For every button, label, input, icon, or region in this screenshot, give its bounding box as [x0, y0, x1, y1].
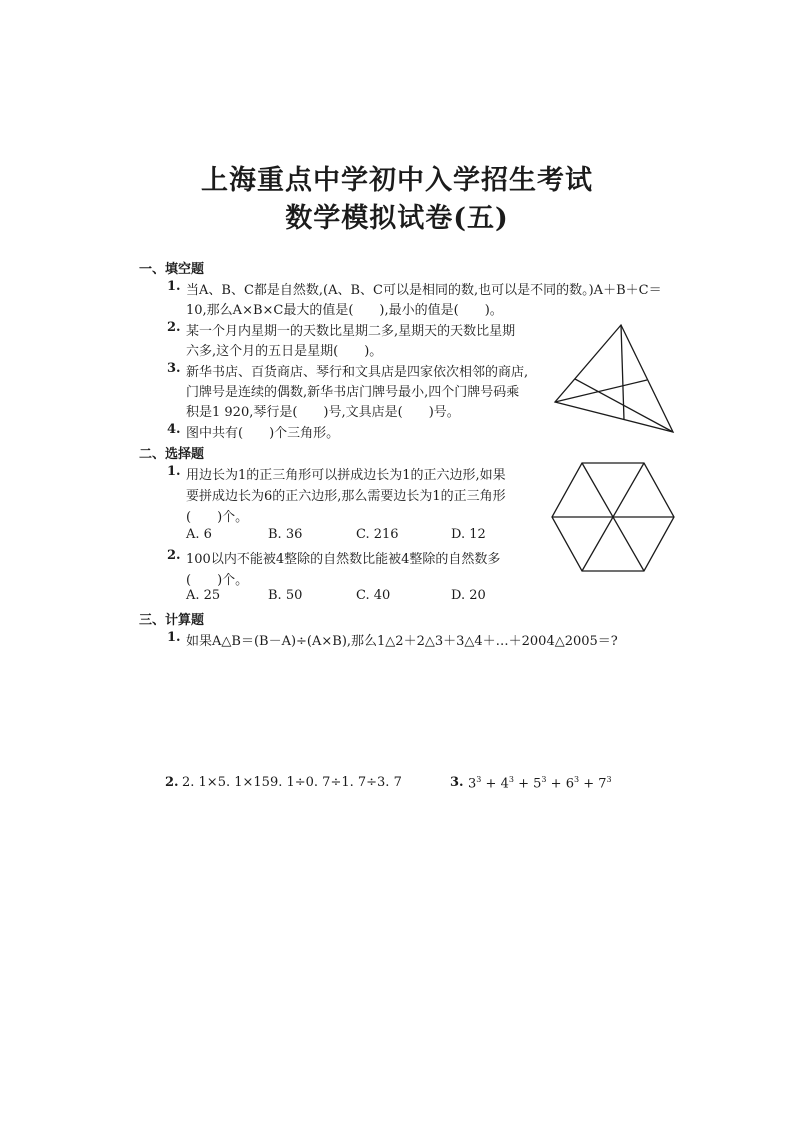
option-a: A. 6: [186, 527, 212, 542]
question-number: 1.: [167, 464, 181, 479]
question-text-line: 要拼成边长为6的正六边形,那么需要边长为1的正三角形: [186, 489, 506, 504]
power-base: 4: [500, 776, 509, 792]
cevian-line: [555, 380, 647, 402]
power-base: 7: [598, 776, 607, 792]
page-title: 上海重点中学初中入学招生考试: [201, 165, 593, 196]
triangle-figure: [553, 322, 675, 434]
section-heading-choice: 二、选择题: [139, 447, 205, 462]
question-number: 4.: [167, 422, 181, 437]
question-number: 1.: [167, 630, 181, 645]
power-exponent: 3: [573, 775, 580, 784]
option-b: B. 36: [268, 527, 303, 542]
power-exponent: 3: [508, 775, 514, 784]
plus-sign: +: [583, 776, 595, 792]
section-heading-fill: 一、填空题: [139, 262, 205, 277]
option-c: C. 40: [356, 588, 391, 603]
option-a: A. 25: [186, 588, 221, 603]
power-sum-expression: [468, 775, 612, 791]
question-text-line: 新华书店、百货商店、琴行和文具店是四家依次相邻的商店,: [186, 365, 529, 380]
question-text-line: ( )个。: [186, 573, 249, 588]
option-d: D. 12: [451, 527, 486, 542]
power-base: 5: [533, 776, 542, 792]
question-text-line: 当A、B、C都是自然数,(A、B、C可以是相同的数,也可以是不同的数。)A＋B＋C＝: [186, 283, 662, 298]
question-text-line: 图中共有( )个三角形。: [186, 426, 340, 441]
question-text-line: ( )个。: [186, 510, 249, 525]
question-number: 2.: [167, 320, 181, 335]
question-number: 2.: [165, 775, 179, 790]
power-base: 3: [468, 776, 477, 792]
question-text-line: 某一个月内星期一的天数比星期二多,星期天的天数比星期: [186, 324, 516, 339]
hexagon-figure: [550, 460, 676, 574]
plus-sign: +: [550, 776, 562, 792]
question-text-line: 10,那么A×B×C最大的值是( ),最小的值是( )。: [186, 303, 503, 318]
section-heading-calc: 三、计算题: [139, 613, 205, 628]
question-number: 3.: [167, 361, 181, 376]
question-number: 1.: [167, 279, 181, 294]
page-subtitle: 数学模拟试卷(五): [285, 203, 509, 234]
power-exponent: 3: [606, 775, 612, 784]
power-exponent: 3: [476, 775, 482, 784]
question-text-line: 用边长为1的正三角形可以拼成边长为1的正六边形,如果: [186, 468, 506, 483]
power-exponent: 3: [541, 775, 547, 784]
question-text-line: 2. 1×5. 1×159. 1÷0. 7÷1. 7÷3. 7: [182, 775, 402, 790]
power-base: 6: [565, 776, 574, 792]
question-number: 2.: [167, 548, 181, 563]
plus-sign: +: [518, 776, 529, 792]
option-c: C. 216: [356, 527, 399, 542]
option-d: D. 20: [451, 588, 486, 603]
question-text-line: 六多,这个月的五日是星期( )。: [186, 344, 383, 359]
option-b: B. 50: [268, 588, 303, 603]
question-text-line: 门牌号是连续的偶数,新华书店门牌号最小,四个门牌号码乘: [186, 385, 520, 400]
triangle-outline: [555, 325, 673, 432]
question-text-line: 100以内不能被4整除的自然数比能被4整除的自然数多: [186, 552, 501, 567]
question-number: 3.: [450, 775, 464, 790]
question-text-line: 如果A△B＝(B－A)÷(A×B),那么1△2＋2△3＋3△4＋…＋2004△2005＝?: [186, 634, 618, 649]
question-text-line: 积是1 920,琴行是( )号,文具店是( )号。: [186, 405, 460, 420]
plus-sign: +: [485, 776, 497, 792]
cevian-line: [575, 379, 673, 432]
